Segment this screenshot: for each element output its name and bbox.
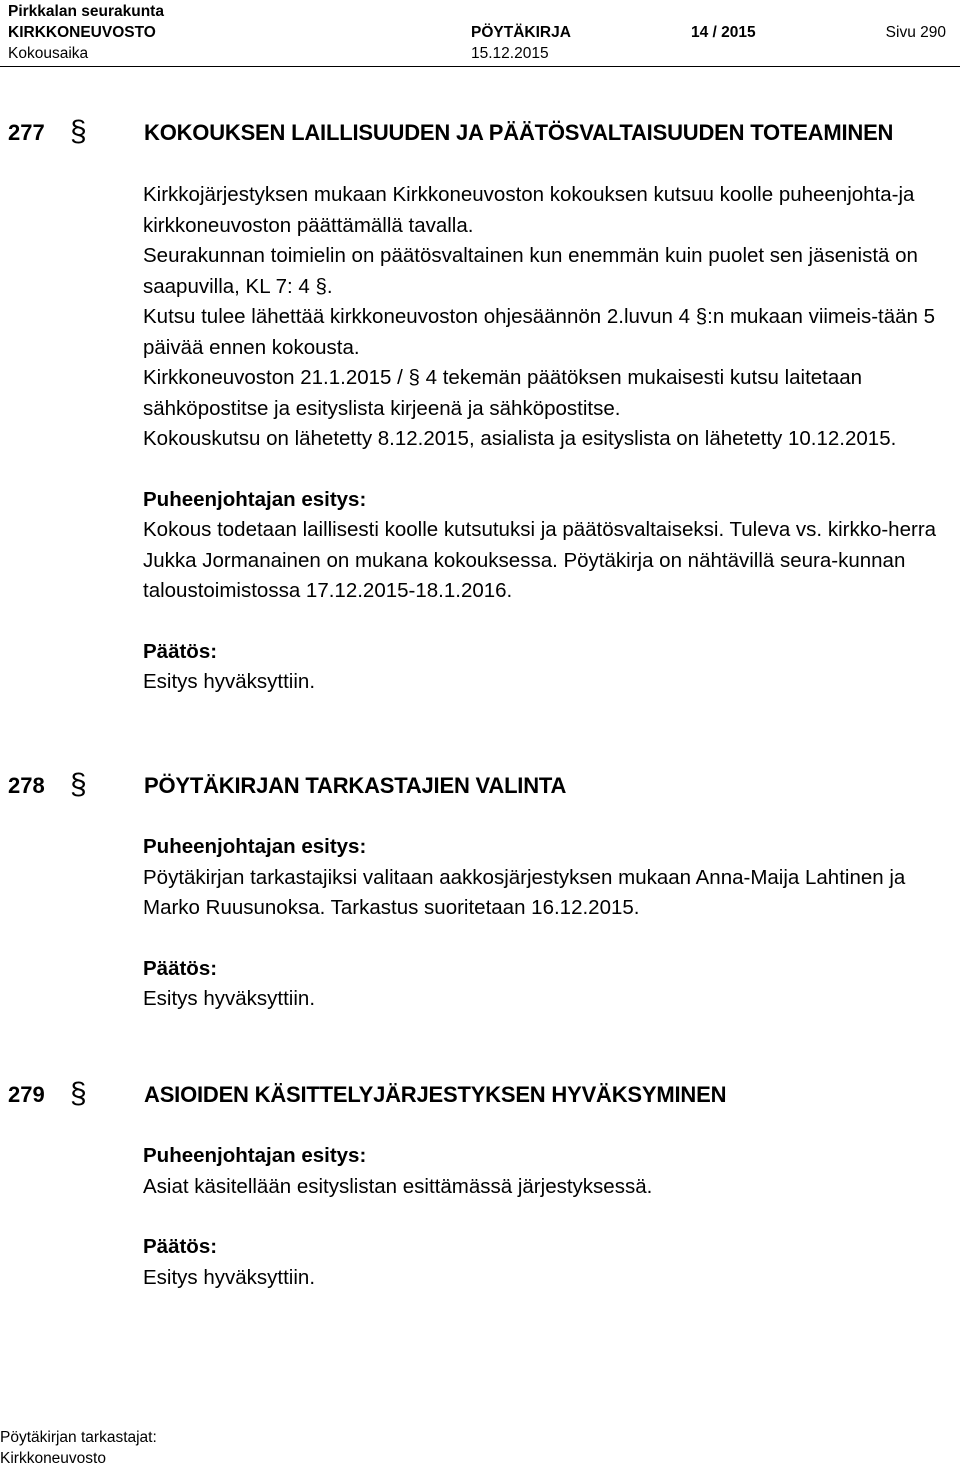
proposal-label: Puheenjohtajan esitys: (143, 1144, 367, 1167)
intro-paragraph: Kirkkoneuvoston 21.1.2015 / § 4 tekemän päätöksen mukaisesti kutsu laitetaan sähköpostitse ja esityslista kirjeenä ja sähköpostitse. (143, 366, 863, 420)
section-279 (8, 1077, 948, 1293)
decision-text: Esitys hyväksyttiin. (143, 670, 316, 693)
section-277 (8, 115, 948, 698)
section-body (143, 180, 948, 698)
section-number: 277 (8, 120, 45, 145)
organization-name: Pirkkalan seurakunta (8, 3, 164, 20)
decision-label: Päätös: (143, 1235, 218, 1258)
section-sign-icon: § (70, 1077, 87, 1110)
section-heading (8, 768, 948, 813)
body-name: KIRKKONEUVOSTO (8, 24, 156, 41)
intro-paragraph: Kokouskutsu on lähetetty 8.12.2015, asialista ja esityslista on lähetetty 10.12.2015. (143, 427, 897, 450)
section-278 (8, 768, 948, 1015)
decision-text: Esitys hyväksyttiin. (143, 1265, 316, 1289)
intro-paragraph: Kutsu tulee lähettää kirkkoneuvoston ohjesäännön 2.luvun 4 §:n mukaan viimeis-tään 5 päivää ennen kokousta. (143, 305, 936, 359)
intro-paragraph: Kirkkojärjestyksen mukaan Kirkkoneuvoston kokouksen kutsuu koolle puheenjohta-ja kirkkoneuvoston päättämällä tavalla. (143, 183, 915, 237)
document-footer (0, 1427, 157, 1469)
decision-label: Päätös: (143, 956, 218, 980)
section-heading (8, 1077, 948, 1122)
proposal-label: Puheenjohtajan esitys: (143, 487, 367, 511)
proposal-label: Puheenjohtajan esitys: (143, 835, 367, 858)
section-sign-icon: § (70, 768, 87, 801)
decision-label: Päätös: (143, 639, 218, 663)
proposal-text: Pöytäkirjan tarkastajiksi valitaan aakkosjärjestyksen mukaan Anna-Maija Lahtinen ja Marko Ruusunoksa. Tarkastus suoritetaan 16.12.2015. (143, 865, 906, 919)
footer-sub: Kirkkoneuvosto (0, 1450, 106, 1467)
document-header (8, 2, 946, 65)
decision-text: Esitys hyväksyttiin. (143, 987, 316, 1010)
meeting-date-label: Kokousaika (8, 45, 89, 62)
section-number: 278 (8, 773, 45, 798)
section-body (143, 832, 948, 1015)
header-divider (0, 66, 960, 67)
section-title: KOKOUKSEN LAILLISUUDEN JA PÄÄTÖSVALTAISUUDEN TOTEAMINEN (144, 120, 894, 145)
footer-label: Pöytäkirjan tarkastajat: (0, 1429, 157, 1446)
document-type: PÖYTÄKIRJA (471, 24, 571, 41)
section-heading (8, 115, 948, 160)
proposal-text: Asiat käsitellään esityslistan esittämässä järjestyksessä. (143, 1174, 653, 1198)
section-title: PÖYTÄKIRJAN TARKASTAJIEN VALINTA (144, 773, 567, 798)
meeting-date: 15.12.2015 (471, 45, 549, 62)
intro-paragraph: Seurakunnan toimielin on päätösvaltainen kun enemmän kuin puolet sen jäsenistä on saapuvilla, KL 7: 4 §. (143, 244, 918, 298)
proposal-text: Kokous todetaan laillisesti koolle kutsutuksi ja päätösvaltaiseksi. Tuleva vs. kirkko-herra Jukka Jormanainen on mukana kokouksessa. Pöytäkirja on nähtävillä seura-kunnan taloustoimistossa 17.12.2015-18.1.2016. (143, 518, 937, 602)
section-number: 279 (8, 1082, 45, 1107)
section-title: ASIOIDEN KÄSITTELYJÄRJESTYKSEN HYVÄKSYMINEN (144, 1082, 727, 1107)
section-body (143, 1141, 948, 1293)
minutes-number: 14 / 2015 (691, 24, 756, 41)
page-number: Sivu 290 (885, 24, 946, 41)
section-sign-icon: § (70, 115, 87, 148)
